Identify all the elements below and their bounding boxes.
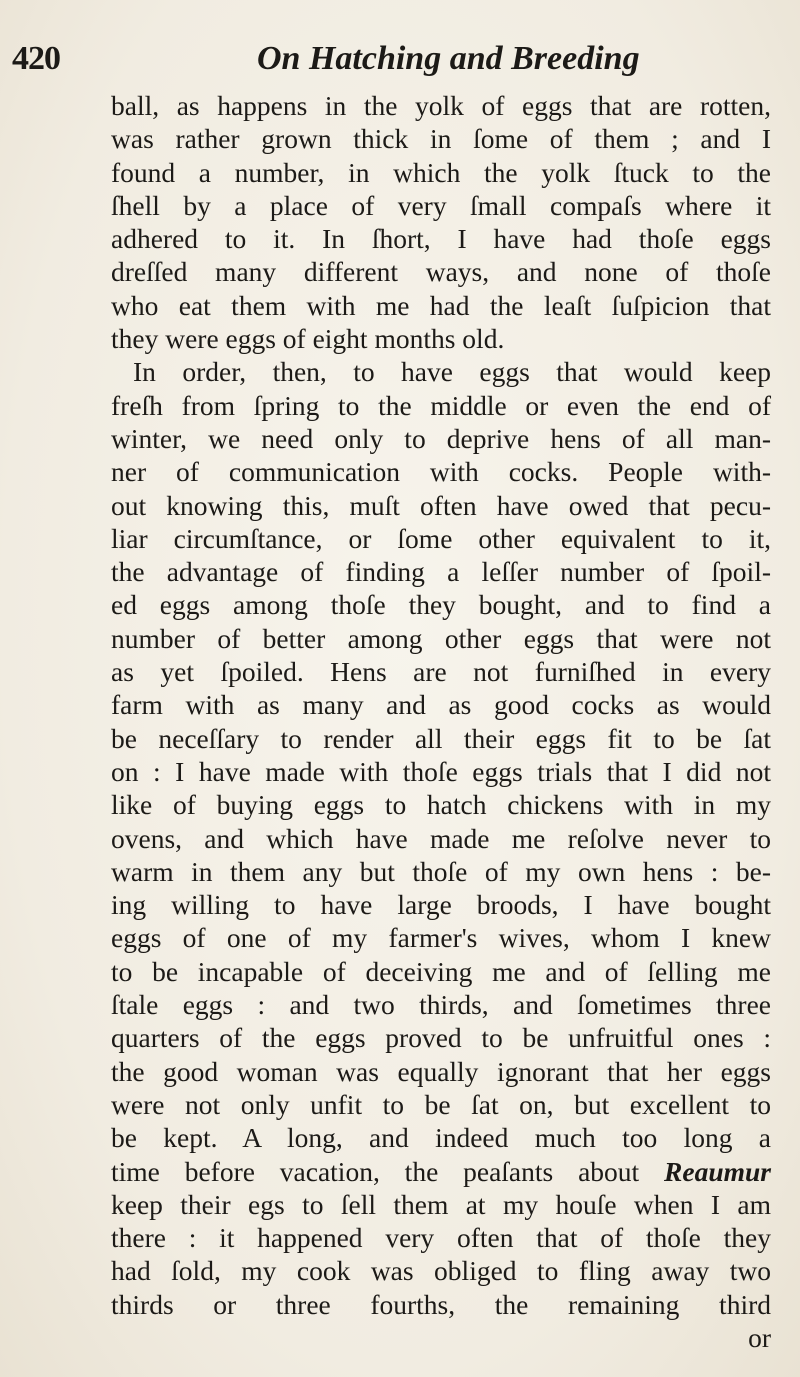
text-line: adhered to it. In ſhort, I have had thoſe eggs — [111, 223, 771, 255]
text-line: ing willing to have large broods, I have bought — [111, 889, 771, 921]
text-line: quarters of the eggs proved to be unfruitful ones : — [111, 1022, 771, 1054]
text-line: who eat them with me had the leaſt ſuſpicion that — [111, 289, 771, 321]
text-line: as yet ſpoiled. Hens are not furniſhed in every — [111, 656, 771, 688]
text-line: ed eggs among thoſe they bought, and to find a — [111, 589, 771, 621]
text-line: they were eggs of eight months old. — [111, 323, 505, 355]
text-line: ner of communication with cocks. People with- — [111, 456, 771, 488]
text-line: number of better among other eggs that were not — [111, 622, 771, 654]
text-line: ſhell by a place of very ſmall compaſs where it — [111, 189, 771, 221]
text-line: keep their egs to ſell them at my houſe when I am — [111, 1188, 771, 1220]
text-line: thirds or three fourths, the remaining third — [111, 1288, 771, 1320]
text-line: dreſſed many different ways, and none of thoſe — [111, 256, 771, 288]
text-line: warm in them any but thoſe of my own hens : be- — [111, 855, 771, 887]
text-line: like of buying eggs to hatch chickens with in my — [111, 789, 771, 821]
text-line: out knowing this, muſt often have owed that pecu- — [111, 489, 771, 521]
text-line: to be incapable of deceiving me and of ſelling me — [111, 955, 771, 987]
catchword: or — [748, 1321, 771, 1353]
page-number: 420 — [12, 40, 60, 77]
text-line: there : it happened very often that of thoſe they — [111, 1222, 771, 1254]
text-line: found a number, in which the yolk ſtuck to the — [111, 156, 771, 188]
text-line: ovens, and which have made me reſolve never to — [111, 822, 771, 854]
page-header — [12, 40, 772, 88]
running-head: On Hatching and Breeding — [257, 40, 640, 77]
text-line: were not only unfit to be ſat on, but excellent to — [111, 1088, 771, 1120]
text-line: the good woman was equally ignorant that her eggs — [111, 1055, 771, 1087]
text-line: be neceſſary to render all their eggs fit to be ſat — [111, 722, 771, 754]
text-line-with-name — [111, 1155, 771, 1188]
paragraph-start-line: In order, then, to have eggs that would keep — [133, 356, 771, 388]
text-line: winter, we need only to deprive hens of all man- — [111, 422, 771, 454]
text-line: ball, as happens in the yolk of eggs that are rotten, — [111, 90, 771, 121]
text-line: freſh from ſpring to the middle or even the end of — [111, 389, 771, 421]
text-line: the advantage of finding a leſſer number of ſpoil- — [111, 556, 771, 588]
text-line: was rather grown thick in ſome of them ; and I — [111, 123, 771, 155]
text-line: farm with as many and as good cocks as would — [111, 689, 771, 721]
text-line-segment: time before vacation, the peaſants about — [111, 1155, 640, 1187]
text-line: ſtale eggs : and two thirds, and ſometimes three — [111, 989, 771, 1021]
italic-name: Reaumur — [664, 1155, 772, 1187]
text-line: liar circumſtance, or ſome other equivalent to it, — [111, 522, 771, 554]
text-line: had ſold, my cook was obliged to fling away two — [111, 1255, 771, 1287]
body-text — [111, 89, 771, 1354]
text-line: eggs of one of my farmer's wives, whom I knew — [111, 922, 771, 954]
text-line: be kept. A long, and indeed much too long a — [111, 1122, 771, 1154]
text-line: on : I have made with thoſe eggs trials that I did not — [111, 755, 771, 787]
